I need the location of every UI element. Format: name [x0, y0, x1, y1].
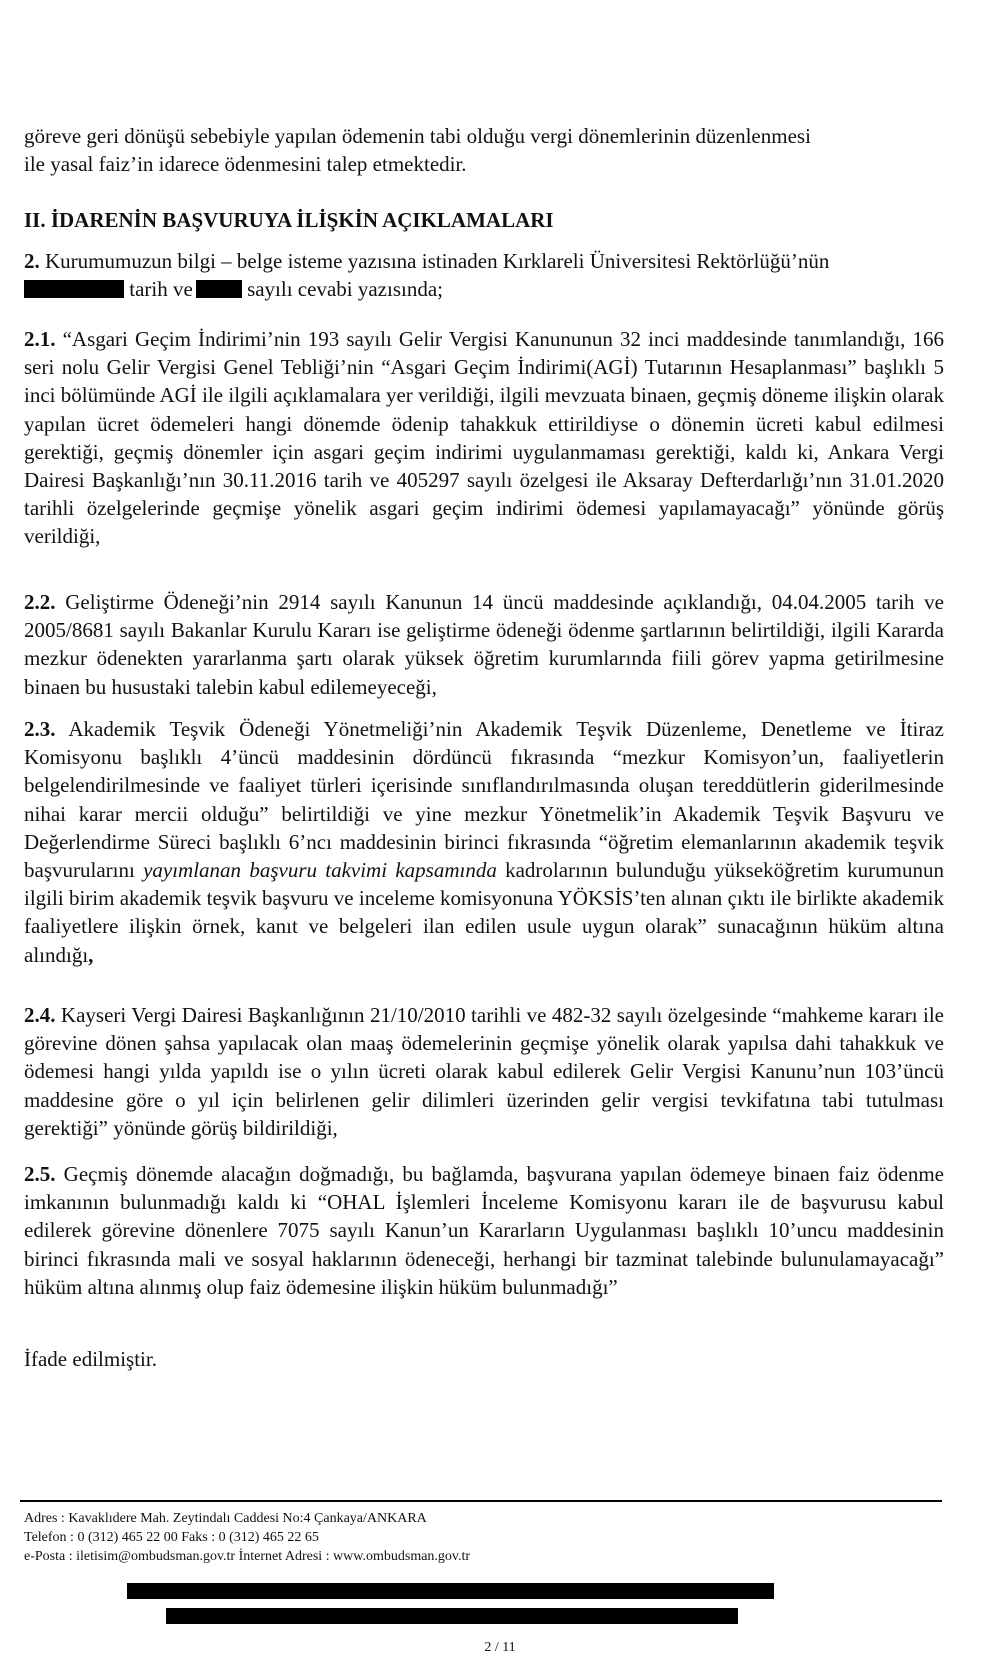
paragraph-2-text-b: tarih ve — [124, 277, 193, 302]
paragraph-2-3-italic: yayımlanan başvuru takvimi kapsamında — [143, 858, 497, 883]
paragraph-2-2-number: 2.2. — [24, 590, 56, 614]
paragraph-2 — [24, 247, 944, 303]
paragraph-2-1-text: “Asgari Geçim İndirimi’nin 193 sayılı Gelir Vergisi Kanununun 32 inci maddesinde tanımlandığı, 166 seri nolu Gelir Vergisi Genel Tebliği’nin “Asgari Geçim İndirimi(AGİ) Tutarının Hesaplanması” başlıklı 5 inci bölümünde AGİ ile ilgili açıklamalara yer verildiği, ilgili mevzuata binaen, geçmiş döneme ilişkin olarak yapılan ücret ödemeleri hangi dönemde ödenip tahakkuk ettirildiyse o dönemin ücreti kabul edilmesi gerektiği, geçmiş dönemler için asgari geçim indirimi uygulanmaması gerektiği, kaldı ki, Ankara Vergi Dairesi Başkanlığı’nın 30.11.2016 tarih ve 405297 sayılı özelgesi ile Aksaray Defterdarlığı’nın 31.01.2020 tarihli özelgelerinde geçmişe yönelik asgari geçim indirimi ödemesi yapılamayacağı” yönünde görüş verildiği, — [24, 327, 944, 549]
paragraph-2-3 — [24, 715, 944, 969]
paragraph-2-5-number: 2.5. — [24, 1162, 56, 1186]
page-number: 2 / 11 — [484, 1640, 516, 1655]
paragraph-2-3-text-a: Akademik Teşvik Ödeneği Yönetmeliği’nin Akademik Teşvik Düzenleme, Denetleme ve İtiraz Komisyonu başlıklı 4’üncü maddesinin dördüncü fıkrasında “mezkur Komisyon’un, faaliyetlerin belgelendirilmesinde ve faaliyet türleri içerisinde sınıflandırılmasında oluşan tereddütlerin giderilmesinde nihai karar mercii olduğu” belirtildiği ve yine mezkur Yönetmelik’in Akademik Teşvik Başvuru ve Değerlendirme Süreci başlıklı 6’ncı maddesinin birinci fıkrasında “öğretim elemanlarının akademik teşvik başvurularını — [24, 717, 944, 883]
closing-line: İfade edilmiştir. — [24, 1347, 157, 1371]
section-heading: II. İDARENİN BAŞVURUYA İLİŞKİN AÇIKLAMALARI — [24, 208, 554, 232]
paragraph-2-1-number: 2.1. — [24, 327, 56, 351]
footer-contact — [24, 1509, 470, 1566]
paragraph-2-3-end: , — [88, 942, 94, 967]
paragraph-2-2-text: Geliştirme Ödeneği’nin 2914 sayılı Kanunun 14 üncü maddesinde açıklandığı, 04.04.2005 tarih ve 2005/8681 sayılı Bakanlar Kurulu Kararı ise geliştirme ödeneği ödenme şartlarının belirtildiği, ilgili Kararda mezkur ödenekten yararlanma şartı olarak yüksek öğretim kurumlarında fiili görev yapma getirilmesine binaen bu husustaki talebin kabul edilemeyeceği, — [24, 590, 944, 699]
intro-line-2: ile yasal faiz’in idarece ödenmesini talep etmektedir. — [24, 152, 467, 177]
paragraph-2-4 — [24, 1001, 944, 1142]
paragraph-2-1 — [24, 325, 944, 551]
footer-redaction-bar-1 — [127, 1583, 774, 1599]
paragraph-2-text-c: sayılı cevabi yazısında; — [241, 277, 443, 302]
paragraph-2-3-number: 2.3. — [24, 717, 56, 741]
footer-address: Adres : Kavaklıdere Mah. Zeytindalı Caddesi No:4 Çankaya/ANKARA — [24, 1511, 427, 1526]
paragraph-2-4-number: 2.4. — [24, 1003, 56, 1027]
paragraph-2-text-a: Kurumumuzun bilgi – belge isteme yazısına istinaden Kırklareli Üniversitesi Rektörlüğü’nün — [39, 249, 830, 273]
footer-phone: Telefon : 0 (312) 465 22 00 Faks : 0 (312) 465 22 65 — [24, 1530, 319, 1545]
paragraph-2-5 — [24, 1160, 944, 1301]
paragraph-2-5-text: Geçmiş dönemde alacağın doğmadığı, bu bağlamda, başvurana yapılan ödemeye binaen faiz ödenme imkanının bulunmadığı kaldı ki “OHAL İşlemleri İnceleme Komisyonu kararı ile de başvurusu kabul edilerek görevine dönenlere 7075 sayılı Kanun’un Kararların Uygulanması başlıklı 10’uncu maddesinin birinci fıkrasında mali ve sosyal haklarının ödeneceği, herhangi bir tazminat talebinde bulunulamayacağı” hüküm altına alınmış olup faiz ödemesine ilişkin hüküm bulunmadığı” — [24, 1162, 944, 1299]
redaction-bar-number — [196, 280, 242, 298]
paragraph-2-2 — [24, 588, 944, 701]
footer-email: e-Posta : iletisim@ombudsman.gov.tr İnternet Adresi : www.ombudsman.gov.tr — [24, 1549, 471, 1564]
paragraph-2-4-text: Kayseri Vergi Dairesi Başkanlığının 21/10/2010 tarihli ve 482-32 sayılı özelgesinde “mahkeme kararı ile görevine dönen şahsa yapılacak olan maaş ödemelerinin geçmişe yönelik olarak yapılsa dahi tahakkuk ve ödemesi hangi yılda yapıldı ise o yılın ücreti olarak kabul edilerek Gelir Vergisi Kanunu’nun 103’üncü maddesine göre o yıl için belirlenen gelir dilimleri üzerinden gelir vergisi tevkifatına tabi tutulması gerektiği” yönünde görüş bildirildiği, — [24, 1003, 944, 1140]
footer-redaction-bar-2 — [166, 1608, 738, 1624]
footer-divider — [20, 1500, 942, 1502]
intro-paragraph — [24, 122, 944, 178]
paragraph-2-number: 2. — [24, 249, 40, 273]
intro-line-1: göreve geri dönüşü sebebiyle yapılan ödemenin tabi olduğu vergi dönemlerinin düzenlenmesi — [24, 124, 811, 148]
redaction-bar-date — [24, 280, 124, 298]
paragraph-2-3-text-b: kadrolarının bulunduğu yükseköğretim kurumunun ilgili birim akademik teşvik başvuru ve inceleme komisyonuna YÖKSİS’ten alınan çıktı ile birlikte akademik faaliyetlere ilişkin örnek, kanıt ve belgeleri ilan edilen usule uygun olarak” sunacağının hüküm altına alındığı — [24, 858, 944, 967]
